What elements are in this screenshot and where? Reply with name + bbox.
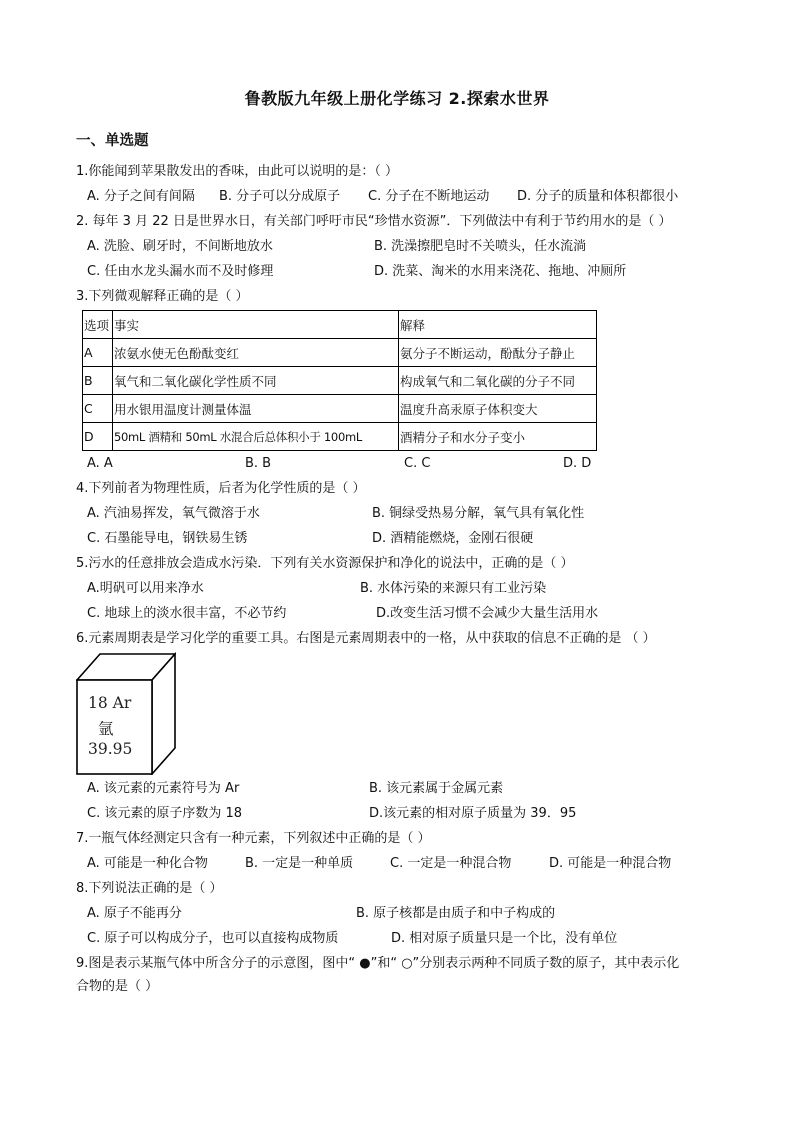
question-6-option-d: D.该元素的相对原子质量为 39．95	[369, 806, 577, 821]
question-7-stem: 7.一瓶气体经测定只含有一种元素，下列叙述中正确的是（ ）	[76, 831, 431, 846]
table-cell: 50mL 酒精和 50mL 水混合后总体积小于 100mL	[113, 423, 399, 451]
table-cell: 酒精分子和水分子变小	[399, 423, 597, 451]
question-5-option-b: B. 水体污染的来源只有工业污染	[360, 581, 547, 596]
question-1-option-a: A. 分子之间有间隔	[87, 189, 195, 204]
question-1-option-c: C. 分子在不断地运动	[368, 189, 490, 204]
table-header-cell: 解释	[399, 311, 597, 339]
question-8-option-a: A. 原子不能再分	[87, 906, 182, 921]
question-4-option-a: A. 汽油易挥发，氧气微溶于水	[87, 506, 260, 521]
table-cell: D	[83, 423, 113, 451]
question-7-option-b: B. 一定是一种单质	[245, 856, 354, 871]
question-8-option-c: C. 原子可以构成分子，也可以直接构成物质	[87, 931, 339, 946]
question-8-option-d: D. 相对原子质量只是一个比，没有单位	[391, 931, 618, 946]
question-1-option-b: B. 分子可以分成原子	[219, 189, 341, 204]
element-mass: 39.95	[88, 740, 133, 758]
question-6-option-a: A. 该元素的元素符号为 Ar	[87, 781, 240, 796]
table-row	[83, 367, 597, 395]
table-cell: 浓氨水使无色酚酞变红	[113, 339, 399, 367]
table-cell: 构成氧气和二氧化碳的分子不同	[399, 367, 597, 395]
section-heading: 一、单选题	[76, 133, 149, 149]
table-header-cell: 事实	[113, 311, 399, 339]
question-5-option-a: A.明矾可以用来净水	[87, 581, 204, 596]
table-header-cell: 选项	[83, 311, 113, 339]
question-4-option-d: D. 酒精能燃烧，金刚石很硬	[372, 531, 534, 546]
question-2-option-d: D. 洗菜、淘米的水用来浇花、拖地、冲厕所	[374, 264, 627, 279]
question-9-stem-line-1: 9.图是表示某瓶气体中所含分子的示意图，图中“ ●”和“ ○”分别表示两种不同质子数的原子，其中表示化	[76, 956, 680, 971]
question-3-option-b: B. B	[245, 456, 272, 471]
element-number-symbol: 18 Ar	[88, 694, 132, 712]
question-1-option-d: D. 分子的质量和体积都很小	[517, 189, 679, 204]
question-3-option-a: A. A	[87, 456, 113, 471]
table-cell: C	[83, 395, 113, 423]
question-4-stem: 4.下列前者为物理性质，后者为化学性质的是（ ）	[76, 481, 366, 496]
table-header-row	[83, 311, 597, 339]
question-7-option-d: D. 可能是一种混合物	[549, 856, 672, 871]
question-6-option-c: C. 该元素的原子序数为 18	[87, 806, 243, 821]
question-8-stem: 8.下列说法正确的是（ ）	[76, 881, 223, 896]
question-2-option-c: C. 任由水龙头漏水而不及时修理	[87, 264, 274, 279]
question-4-option-b: B. 铜绿受热易分解，氧气具有氧化性	[372, 506, 585, 521]
question-8-option-b: B. 原子核都是由质子和中子构成的	[356, 906, 556, 921]
question-7-option-a: A. 可能是一种化合物	[87, 856, 208, 871]
table-cell: 用水银用温度计测量体温	[113, 395, 399, 423]
table-cell: 氨分子不断运动，酚酞分子静止	[399, 339, 597, 367]
question-4-option-c: C. 石墨能导电，钢铁易生锈	[87, 531, 248, 546]
question-2-stem: 2. 每年 3 月 22 日是世界水日，有关部门呼吁市民“珍惜水资源”．下列做法中有利于节约用水的是（ ）	[76, 214, 672, 229]
question-5-option-d: D.改变生活习惯不会减少大量生活用水	[376, 606, 599, 621]
table-row	[83, 395, 597, 423]
table-cell: A	[83, 339, 113, 367]
question-3-option-d: D. D	[563, 456, 592, 471]
question-6-option-b: B. 该元素属于金属元素	[369, 781, 504, 796]
table-cell: B	[83, 367, 113, 395]
document-title: 鲁教版九年级上册化学练习 2.探索水世界	[244, 89, 550, 108]
table-row	[83, 339, 597, 367]
question-9-stem-line-2: 合物的是（ ）	[76, 979, 159, 994]
question-2-option-a: A. 洗脸、刷牙时，不间断地放水	[87, 239, 273, 254]
table-cell: 温度升高汞原子体积变大	[399, 395, 597, 423]
question-3-table	[82, 310, 597, 451]
question-6-stem: 6.元素周期表是学习化学的重要工具。右图是元素周期表中的一格，从中获取的信息不正确的是 （ ）	[76, 631, 656, 646]
question-5-stem: 5.污水的任意排放会造成水污染．下列有关水资源保护和净化的说法中，正确的是（ ）	[76, 556, 574, 571]
question-5-option-c: C. 地球上的淡水很丰富，不必节约	[87, 606, 287, 621]
table-row	[83, 423, 597, 451]
question-2-option-b: B. 洗澡擦肥皂时不关喷头，任水流淌	[374, 239, 587, 254]
question-1-stem: 1.你能闻到苹果散发出的香味，由此可以说明的是：（ ）	[76, 164, 399, 179]
question-7-option-c: C. 一定是一种混合物	[390, 856, 512, 871]
question-3-option-c: C. C	[404, 456, 431, 471]
table-cell: 氧气和二氧化碳化学性质不同	[113, 367, 399, 395]
question-3-stem: 3.下列微观解释正确的是（ ）	[76, 289, 249, 304]
element-name: 氩	[98, 720, 114, 738]
